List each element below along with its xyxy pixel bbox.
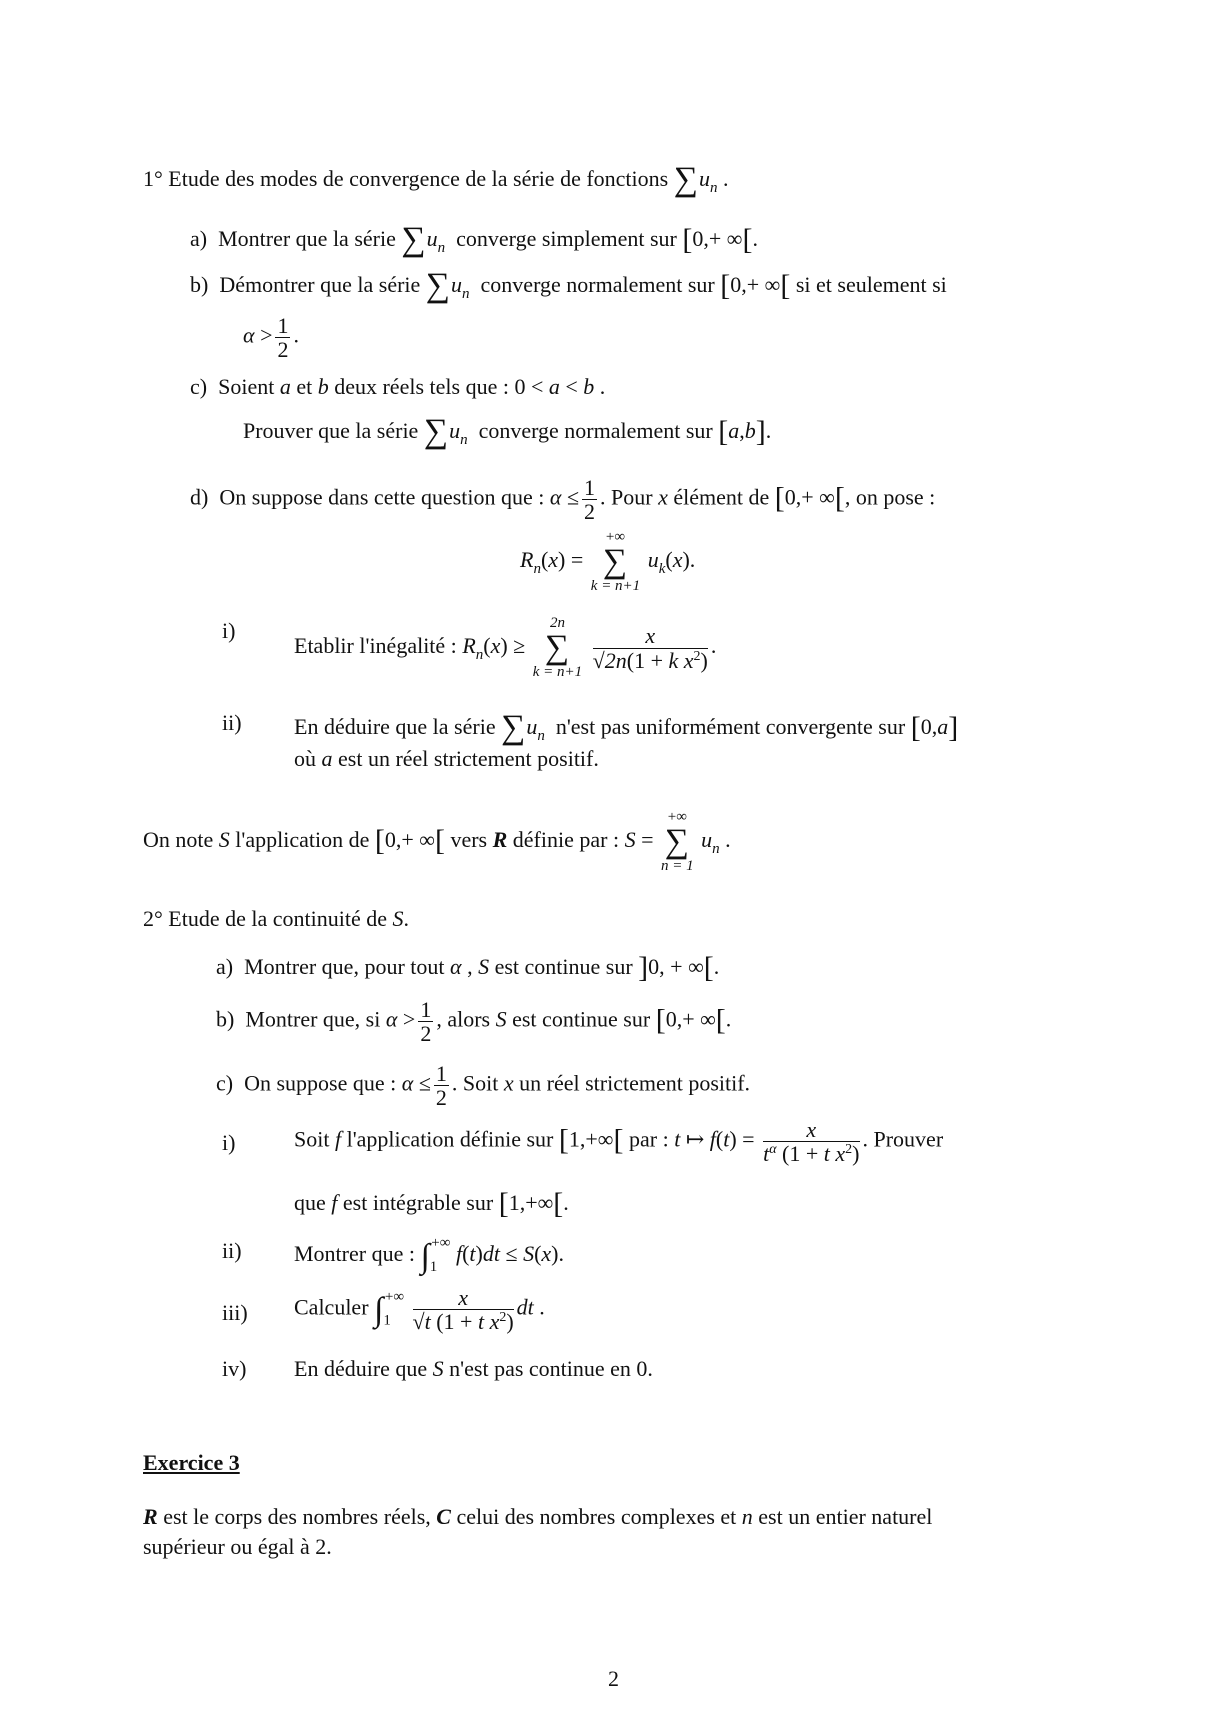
q2-ii: ii) [222, 1238, 242, 1263]
q1-ii: ii) [222, 710, 242, 735]
q1-i-body: Etablir l'inégalité : $R_n(x)$ ≥ 2n ∑ k = n+1 $\frac{x}{√2n(1 + k x^2)}$ . [294, 615, 717, 680]
q2-a: a) Montrer que, pour tout α , S est continue sur ]0, + ∞[. [216, 951, 720, 984]
q2-iv: iv) [222, 1356, 247, 1381]
q2-ii-body: Montrer que : $\int_1^{+\infty}$ f(t)dt ≤ S(x). [294, 1235, 564, 1275]
q1-b-cond: α > $\frac{1}{2}$ . [243, 313, 299, 363]
q1-Rn-def: $R_n(x)$ = +∞ ∑ k = n+1 $u_k(x)$. [520, 529, 696, 594]
q1-c-2: Prouver que la série $\sum u_n$ converge normalement sur [a,b]. [243, 413, 772, 450]
q2-c: c) On suppose que : α ≤ $\frac{1}{2}$ . Soit x un réel strictement positif. [216, 1061, 751, 1111]
q2-i-body: Soit f l'application définie sur [1,+∞[ par : t ↦ f(t) = $\frac{x}{t^\alpha (1 + t x^2)}$ . Prouver [294, 1117, 944, 1167]
q2-i-body-2: que f est intégrable sur [1,+∞[. [294, 1187, 569, 1220]
q2-i: i) [222, 1130, 236, 1155]
q2-iii: iii) [222, 1300, 248, 1325]
q1-b: b) Démontrer que la série $\sum u_n$ converge normalement sur [0,+ ∞[ si et seulement si [190, 267, 947, 304]
exercise-3-title: Exercice 3 [143, 1450, 240, 1475]
note-S: On note S l'application de [0,+ ∞[ vers R définie par : S = +∞ ∑ n = 1 $u_n$ . [143, 809, 731, 874]
q2-iii-body: Calculer $\int_1^{+\infty}$ $\frac{x}{√t (1 + t x^2)}$ dt . [294, 1285, 545, 1335]
q1-title: 1° Etude des modes de convergence de la série de fonctions $\sum u_n$ . [143, 161, 729, 198]
q1-ii-body: En déduire que la série $\sum u_n$ n'est pas uniformément convergente sur [0,a] [294, 709, 959, 746]
q1-c: c) Soient a et b deux réels tels que : 0 < a < b . [190, 374, 606, 399]
q1-ii-body-2: où a est un réel strictement positif. [294, 746, 599, 771]
page-number: 2 [608, 1666, 619, 1691]
q2-b: b) Montrer que, si α > $\frac{1}{2}$ , alors S est continue sur [0,+ ∞[. [216, 997, 732, 1047]
q1-d: d) On suppose dans cette question que : α ≤ $\frac{1}{2}$ . Pour x élément de [0,+ ∞[, on pose : [190, 475, 936, 525]
q1-i: i) [222, 618, 236, 643]
q2-iv-body: En déduire que S n'est pas continue en 0. [294, 1356, 653, 1381]
ex3-text: R est le corps des nombres réels, C celui des nombres complexes et n est un entier naturel [143, 1504, 933, 1529]
q1-a: a) Montrer que la série $\sum u_n$ converge simplement sur [0,+ ∞[. [190, 221, 758, 258]
ex3-text-2: supérieur ou égal à 2. [143, 1534, 332, 1559]
q2-title: 2° Etude de la continuité de S. [143, 906, 409, 931]
